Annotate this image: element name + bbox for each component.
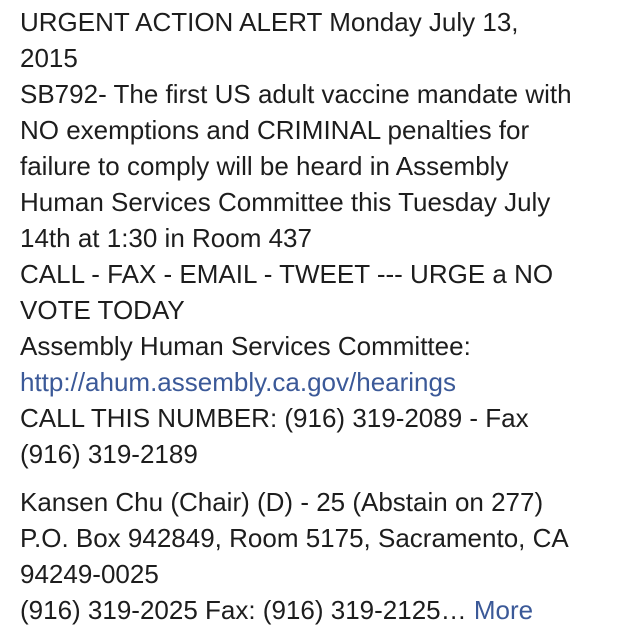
member-phone-line [20,592,632,628]
bill-description-line: SB792- The first US adult vaccine mandate with [20,79,572,109]
bill-description-line: NO exemptions and CRIMINAL penalties for [20,115,530,145]
member-phone-text: (916) 319-2025 Fax: (916) 319-2125… [20,595,467,625]
call-to-action-line: VOTE TODAY [20,295,185,325]
bill-description-line: Human Services Committee this Tuesday July [20,187,551,217]
member-zip-line: 94249-0025 [20,559,159,589]
hearing-time-line: 14th at 1:30 in Room 437 [20,223,312,253]
hearings-link[interactable]: http://ahum.assembly.ca.gov/hearings [20,367,456,397]
more-button[interactable]: More [473,595,534,625]
phone-number-line: CALL THIS NUMBER: (916) 319-2089 - Fax [20,403,529,433]
member-name-line: Kansen Chu (Chair) (D) - 25 (Abstain on 277) [20,487,544,517]
call-to-action-line: CALL - FAX - EMAIL - TWEET --- URGE a NO [20,259,554,289]
post-text [20,4,632,628]
member-address-line: P.O. Box 942849, Room 5175, Sacramento, CA [20,523,569,553]
paragraph-spacer [20,472,632,484]
bill-description-line: failure to comply will be heard in Assembly [20,151,509,181]
committee-label-line: Assembly Human Services Committee: [20,331,471,361]
alert-heading-line: URGENT ACTION ALERT Monday July 13, [20,7,519,37]
alert-year-line: 2015 [20,43,78,73]
fax-number-line: (916) 319-2189 [20,439,198,469]
